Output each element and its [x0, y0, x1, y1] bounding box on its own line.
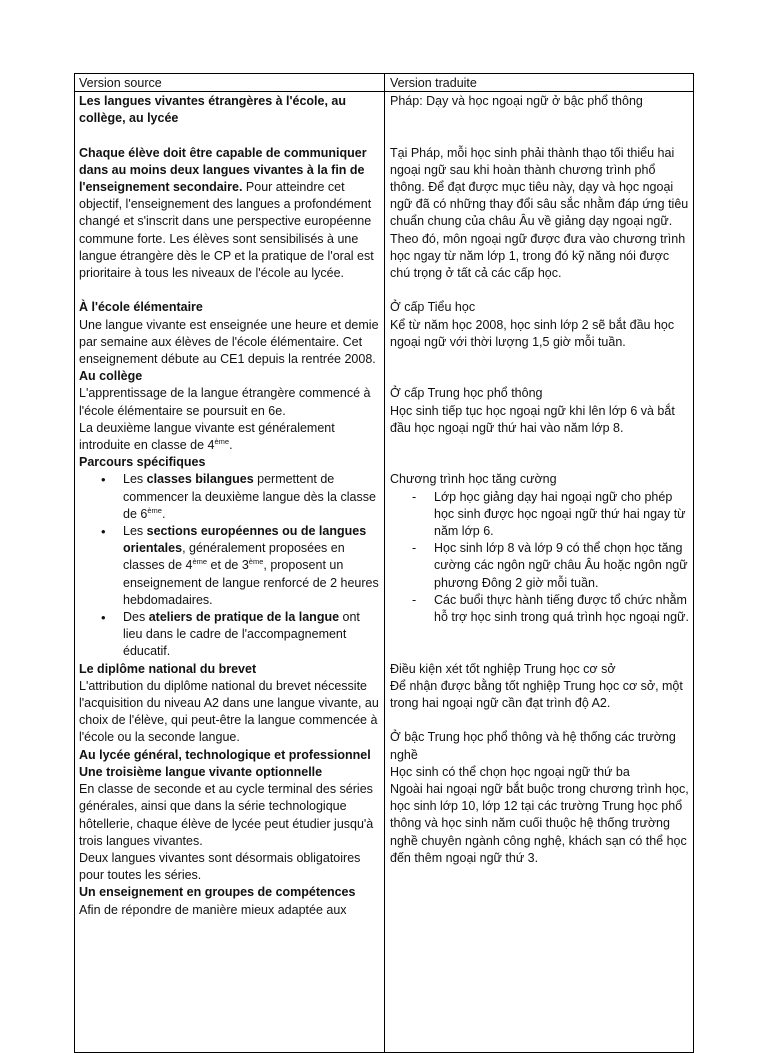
b2-pre: Les [123, 524, 147, 539]
translation-table [74, 73, 694, 1053]
tr-enhanced-list [390, 489, 690, 627]
college-text2-main: La deuxième langue vivante est généralement introduite en classe de 4 [79, 420, 335, 453]
tr-enhanced-heading: Chương trình học tăng cường [390, 472, 557, 487]
source-intro-bold: Chaque élève doit être capable de communiquer dans au moins deux langues vivantes à la fin de l'enseignement secondaire. [79, 145, 367, 194]
sup-eme: ème [214, 437, 230, 447]
b2-mid1: , généralement proposées en classes de 4 [123, 541, 345, 573]
source-brevet-text: L'attribution du diplôme national du brevet nécessite l'acquisition du niveau A2 dans une langue vivante, au choix de l'élève, qui peut-être la langue commencée à l'école ou la seconde langue. [79, 678, 379, 745]
source-elem-heading: À l'école élémentaire [79, 300, 203, 315]
tr-primary-heading: Ở cấp Tiểu học [390, 300, 476, 315]
header-translation: Version traduite [390, 76, 477, 90]
header-source: Version source [79, 76, 162, 90]
period: . [161, 506, 166, 521]
source-college-text1: L'apprentissage de la langue étrangère commencé à l'école élémentaire se poursuit en 6e. [79, 386, 371, 418]
tr-title: Pháp: Dạy và học ngoại ngữ ở bậc phổ thông [390, 94, 643, 108]
tr-intro: Tại Pháp, mỗi học sinh phải thành thạo tối thiểu hai ngoại ngữ sau khi hoàn thành chương trình phổ thông. Để đạt được mục tiêu này, dạy và học ngoại ngữ đã có những thay đổi sâu sắc nhằm đáp ứng tiêu chuẩn chung của châu Âu về giảng dạy ngoại ngữ. Theo đó, môn ngoại ngữ được đưa vào chương trình học ngay từ năm lớp 1, trong đó kỹ năng nói được chú trọng ở tất cả các cấp học. [390, 145, 689, 280]
d3-text: Các buổi thực hành tiếng được tổ chức nhằm hỗ trợ học sinh trong quá trình học ngoại ngữ. [434, 592, 689, 624]
b2-mid2: et de 3 [207, 558, 249, 573]
translation-column [390, 93, 690, 867]
source-groupes-text: Afin de répondre de manière mieux adaptée aux [79, 902, 347, 917]
source-college-text2 [79, 420, 379, 454]
tr-secondary-text: Học sinh tiếp tục học ngoại ngữ khi lên lớp 6 và bắt đầu học ngoại ngữ thứ hai vào năm lớp 8. [390, 403, 675, 435]
sup-eme: ème [248, 557, 264, 567]
tr-grad-text: Để nhận được bằng tốt nghiệp Trung học cơ sở, một trong hai ngoại ngữ cần đạt trình độ A2. [390, 678, 683, 710]
source-brevet-heading: Le diplôme national du brevet [79, 661, 257, 676]
b3-post: ont lieu dans le cadre de l'accompagnement éducatif. [123, 610, 360, 659]
bullet-icon: • [101, 472, 106, 488]
b1-pre: Les [123, 472, 147, 487]
source-lycee-text1: En classe de seconde et au cycle terminal des séries générales, ainsi que dans la série technologique hôtellerie, chaque élève de lycée peut étudier jusqu'à trois langues vivantes. [79, 782, 374, 848]
source-college-heading: Au collège [79, 369, 143, 384]
list-item [79, 471, 379, 523]
period: . [229, 438, 233, 453]
dash-icon: - [412, 489, 417, 504]
tr-secondary-heading: Ở cấp Trung học phổ thông [390, 386, 543, 401]
source-groupes-heading: Un enseignement en groupes de compétences [79, 885, 356, 900]
source-parcours-heading: Parcours spécifiques [79, 455, 206, 470]
source-title: Les langues vivantes étrangères à l'école, au collège, au lycée [79, 94, 346, 126]
b2-post: , proposent un enseignement de langue renforcé de 2 heures hebdomadaires. [123, 558, 379, 607]
source-lycee-heading: Au lycée général, technologique et professionnel [79, 747, 371, 762]
source-elem-text: Une langue vivante est enseignée une heure et demie par semaine aux élèves de l'école élémentaire. Cet enseignement débute au CE1 depuis la rentrée 2008. [79, 317, 379, 367]
sup-eme: ème [147, 505, 162, 515]
tr-primary-text: Kể từ năm học 2008, học sinh lớp 2 sẽ bắt đầu học ngoại ngữ với thời lượng 1,5 giờ mỗi tuần. [390, 317, 675, 349]
b1-bold: classes bilangues [146, 472, 254, 487]
d1-text: Lớp học giảng dạy hai ngoại ngữ cho phép học sinh được học ngoại ngữ thứ hai ngay từ năm lớp 6. [434, 489, 686, 538]
source-intro-text: Pour atteindre cet objectif, l'enseignement des langues a profondément changé et s'inscrit dans une perspective européenne commune forte. Les élèves sont sensibilisés à une langue étrangère dès le CP et la pratique de l'oral est prioritaire à tous les niveaux de l'école au lycée. [79, 180, 374, 281]
source-lycee-text2: Deux langues vivantes sont désormais obligatoires pour toutes les séries. [79, 850, 361, 883]
list-item [390, 592, 690, 626]
list-item [390, 489, 690, 541]
dash-icon: - [412, 592, 417, 607]
b3-bold: ateliers de pratique de la langue [148, 610, 340, 625]
tr-grad-heading: Điều kiện xét tốt nghiệp Trung học cơ sở [390, 661, 616, 676]
tr-high-text1: Học sinh có thể chọn học ngoại ngữ thứ ba [390, 764, 630, 779]
bullet-icon: • [101, 524, 106, 540]
d2-text: Học sinh lớp 8 và lớp 9 có thể chọn học tăng cường các ngôn ngữ châu Âu hoặc ngôn ngữ phương Đông 2 giờ mỗi tuần. [434, 541, 688, 590]
b1-post: permettent de commencer la deuxième langue dès la classe de 6 [123, 472, 376, 521]
source-parcours-list [79, 471, 379, 660]
list-item [390, 540, 690, 592]
b2-bold: sections européennes ou de langues orientales [123, 524, 367, 556]
header-divider [75, 91, 693, 92]
dash-icon: - [412, 541, 417, 556]
b3-pre: Des [123, 610, 149, 625]
source-lycee-sub: Une troisième langue vivante optionnelle [79, 764, 323, 779]
source-intro [79, 145, 379, 283]
tr-high-heading: Ở bậc Trung học phổ thông và hệ thống các trường nghề [390, 730, 676, 762]
list-item [79, 523, 379, 609]
tr-high-text2: Ngoài hai ngoại ngữ bắt buộc trong chương trình học, học sinh lớp 10, lớp 12 tại các trường Trung học phổ thông và học sinh năm cuối thuộc hệ thống trường nghề chuyên ngành công nghệ, khách sạn có thể học đến thêm ngoại ngữ thứ 3. [390, 781, 689, 865]
list-item [79, 609, 379, 661]
bullet-icon: • [101, 610, 106, 626]
source-column [79, 93, 379, 919]
column-divider [384, 74, 385, 1052]
sup-eme: ème [192, 557, 208, 567]
